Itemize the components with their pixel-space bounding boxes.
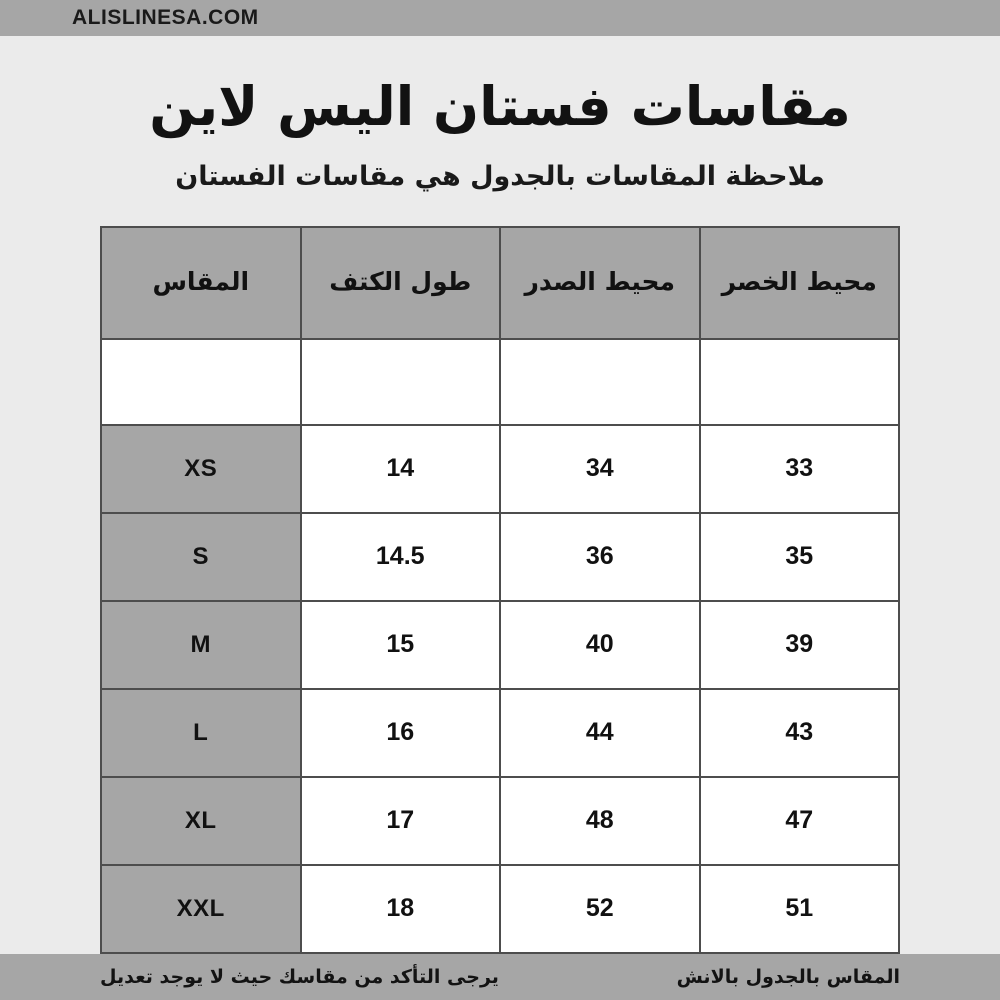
table-header: [101, 227, 899, 339]
footer-note-units: المقاس بالجدول بالانش: [676, 965, 900, 988]
table-body: [101, 339, 899, 953]
cell-size: XXL: [101, 865, 301, 953]
cell-waist: 43: [700, 689, 900, 777]
cell-chest: 48: [500, 777, 700, 865]
cell-size: L: [101, 689, 301, 777]
top-bar: [0, 0, 1000, 36]
footer-note-disclaimer: يرجى التأكد من مقاسك حيث لا يوجد تعديل: [100, 965, 499, 988]
column-header-shoulder: طول الكتف: [301, 227, 501, 339]
cell-shoulder: 17: [301, 777, 501, 865]
cell-waist: 39: [700, 601, 900, 689]
cell-size: M: [101, 601, 301, 689]
column-header-waist: محيط الخصر: [700, 227, 900, 339]
cell-chest: 40: [500, 601, 700, 689]
size-table-wrapper: [100, 226, 900, 954]
cell-chest: 44: [500, 689, 700, 777]
brand-name: ALISLINESA.COM: [72, 6, 259, 30]
table-row: [101, 425, 899, 513]
table-row: [101, 513, 899, 601]
cell-size: S: [101, 513, 301, 601]
cell-shoulder: 14: [301, 425, 501, 513]
cell-waist: 35: [700, 513, 900, 601]
cell-size: XS: [101, 425, 301, 513]
cell-size: XL: [101, 777, 301, 865]
size-table: [100, 226, 900, 954]
cell-waist: 47: [700, 777, 900, 865]
cell-shoulder: 16: [301, 689, 501, 777]
cell-waist: 51: [700, 865, 900, 953]
cell-chest: 52: [500, 865, 700, 953]
cell-shoulder: 18: [301, 865, 501, 953]
column-header-size: المقاس: [101, 227, 301, 339]
table-row: [101, 777, 899, 865]
table-spacer-row: [101, 339, 899, 425]
main-content: [0, 36, 1000, 953]
table-row: [101, 689, 899, 777]
table-row: [101, 865, 899, 953]
page-subtitle: ملاحظة المقاسات بالجدول هي مقاسات الفستان: [175, 160, 825, 192]
footer-bar: [0, 954, 1000, 1000]
cell-shoulder: 14.5: [301, 513, 501, 601]
cell-chest: 34: [500, 425, 700, 513]
page-title: مقاسات فستان اليس لاين: [149, 75, 851, 139]
cell-waist: 33: [700, 425, 900, 513]
cell-chest: 36: [500, 513, 700, 601]
table-header-row: [101, 227, 899, 339]
cell-shoulder: 15: [301, 601, 501, 689]
table-row: [101, 601, 899, 689]
column-header-chest: محيط الصدر: [500, 227, 700, 339]
